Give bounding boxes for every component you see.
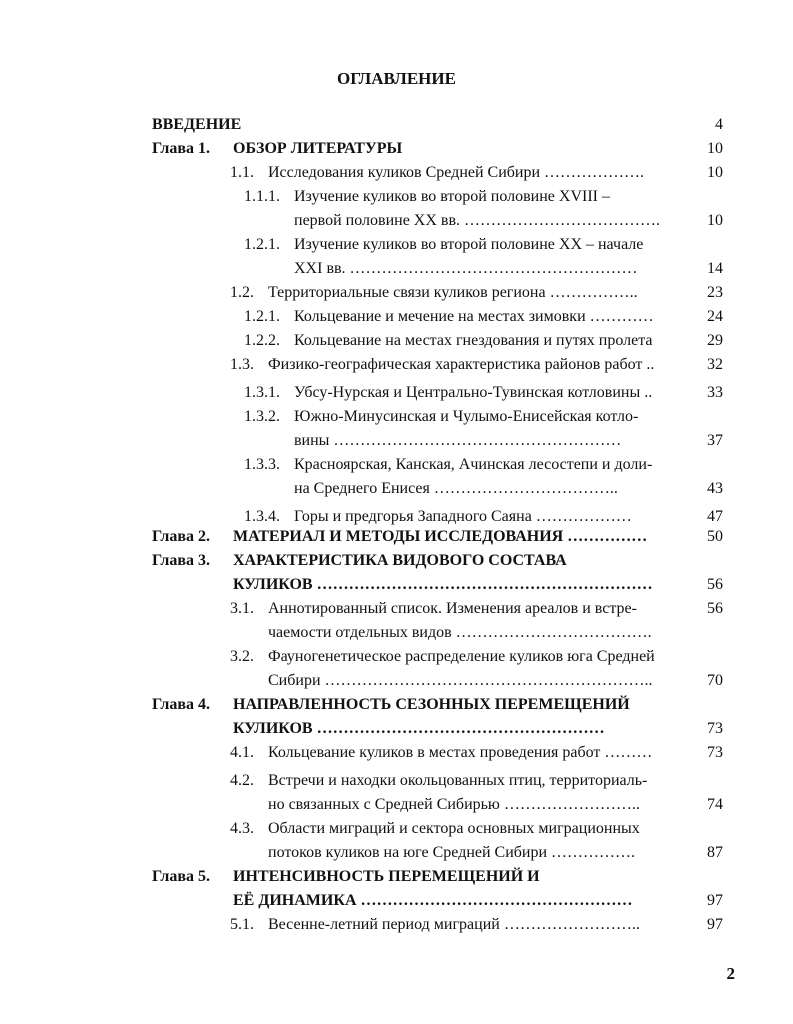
toc-entry-number: Глава 5. [152, 868, 210, 885]
toc-entry-title: Территориальные связи куликов региона …………….. [268, 284, 638, 301]
toc-entry-page: 70 [707, 672, 723, 689]
toc-entry [0, 330, 793, 352]
toc-entry-title: Сибири …………………………………………………….. [268, 672, 653, 689]
toc-entry-page: 74 [707, 796, 723, 813]
toc-entry-title: Исследования куликов Средней Сибири ………………. [268, 164, 645, 181]
toc-entry-title: КУЛИКОВ ……………………………………………………… [233, 576, 653, 593]
toc-entry-number: 1.1. [230, 164, 254, 181]
toc-entry [0, 478, 793, 500]
toc-entry [0, 818, 793, 840]
toc-entry [0, 574, 793, 596]
toc-entry [0, 430, 793, 452]
toc-entry-page: 32 [707, 356, 723, 373]
toc-entry [0, 138, 793, 160]
toc-entry-title: Изучение куликов во второй половине XVIII – [294, 188, 610, 205]
toc-entry-number: 1.3.1. [244, 384, 280, 401]
toc-entry-page: 56 [707, 576, 723, 593]
toc-entry [0, 306, 793, 328]
toc-entry-title: чаемости отдельных видов ………………………………. [268, 624, 652, 641]
toc-entry [0, 866, 793, 888]
toc-entry-page: 97 [707, 916, 723, 933]
toc-entry-title: Кольцевание и мечение на местах зимовки ………… [294, 308, 654, 325]
toc-entry-number: 3.1. [230, 600, 254, 617]
toc-entry-page: 87 [707, 844, 723, 861]
toc-entry-title: Кольцевание на местах гнездования и путях пролета [294, 332, 653, 349]
toc-entry [0, 234, 793, 256]
toc-entry-title: Изучение куликов во второй половине XX – начале [294, 236, 644, 253]
toc-entry-number: Глава 1. [152, 140, 210, 157]
toc-entry-title: XXI вв. ……………………………………………… [294, 260, 638, 277]
toc-entry [0, 210, 793, 232]
toc-entry-title: Аннотированный список. Изменения ареалов и встре- [268, 600, 637, 617]
toc-entry-title: ХАРАКТЕРИСТИКА ВИДОВОГО СОСТАВА [233, 552, 567, 569]
toc-entry [0, 526, 793, 548]
toc-entry-title: Кольцевание куликов в местах проведения работ ……… [268, 744, 653, 761]
page-number: 2 [726, 964, 735, 983]
toc-entry [0, 406, 793, 428]
toc-entry-title: Убсу-Нурская и Центрально-Тувинская котловины .. [294, 384, 653, 401]
toc-entry-page: 43 [707, 480, 723, 497]
toc-entry [0, 622, 793, 644]
toc-entry-number: 3.2. [230, 648, 254, 665]
toc-entry [0, 670, 793, 692]
toc-entry [0, 598, 793, 620]
toc-entry-title: НАПРАВЛЕННОСТЬ СЕЗОННЫХ ПЕРЕМЕЩЕНИЙ [233, 696, 630, 713]
toc-entry-number: 1.3.2. [244, 408, 280, 425]
toc-entry [0, 354, 793, 376]
toc-entry-number: 1.3.4. [244, 508, 280, 525]
toc-entry-number: 1.3.3. [244, 456, 280, 473]
toc-entry-title: но связанных с Средней Сибирью …………………….. [268, 796, 640, 813]
toc-entry-page: 29 [707, 332, 723, 349]
toc-entry [0, 646, 793, 668]
toc-entry-page: 47 [707, 508, 723, 525]
toc-entry-number: 1.2.1. [244, 236, 280, 253]
toc-entry-title: Горы и предгорья Западного Саяна ……………… [294, 508, 632, 525]
toc-entry-page: 23 [707, 284, 723, 301]
toc-entry-page: 73 [707, 720, 723, 737]
toc-entry [0, 794, 793, 816]
toc-entry [0, 114, 793, 136]
toc-entry-title: МАТЕРИАЛ И МЕТОДЫ ИССЛЕДОВАНИЯ …………… [233, 528, 648, 545]
toc-entry-page: 50 [707, 528, 723, 545]
toc-entry [0, 282, 793, 304]
toc-entry-title: КУЛИКОВ ……………………………………………… [233, 720, 605, 737]
toc-entry-title: Области миграций и сектора основных миграционных [268, 820, 640, 837]
toc-title: ОГЛАВЛЕНИЕ [337, 69, 456, 88]
toc-entry [0, 770, 793, 792]
toc-entry [0, 890, 793, 912]
toc-entry-number: 1.2.1. [244, 308, 280, 325]
toc-entry-title: Встречи и находки окольцованных птиц, территориаль- [268, 772, 648, 789]
toc-entry-title: ОБЗОР ЛИТЕРАТУРЫ [233, 140, 403, 157]
toc-entry [0, 842, 793, 864]
toc-entry-title: ИНТЕНСИВНОСТЬ ПЕРЕМЕЩЕНИЙ И [233, 868, 540, 885]
toc-entry-number: 1.1.1. [244, 188, 280, 205]
toc-entry-page: 37 [707, 432, 723, 449]
toc-entry-title: на Среднего Енисея …………………………….. [294, 480, 618, 497]
toc-entry-title: ВВЕДЕНИЕ [152, 116, 242, 133]
toc-entry-title: первой половине XX вв. ………………………………. [294, 212, 661, 229]
toc-entry-page: 73 [707, 744, 723, 761]
toc-entry-number: Глава 2. [152, 528, 210, 545]
toc-entry-page: 10 [707, 212, 723, 229]
toc-entry-number: 1.2. [230, 284, 254, 301]
toc-entry-number: Глава 4. [152, 696, 210, 713]
toc-entry [0, 454, 793, 476]
toc-entry-page: 14 [707, 260, 723, 277]
toc-entry-title: Фауногенетическое распределение куликов юга Средней [268, 648, 655, 665]
toc-entry-title: Весенне-летний период миграций …………………….. [268, 916, 640, 933]
toc-entry-title: Физико-географическая характеристика районов работ .. [268, 356, 655, 373]
toc-entry-title: Красноярская, Канская, Ачинская лесостепи и доли- [294, 456, 653, 473]
toc-entry [0, 742, 793, 764]
toc-entry [0, 550, 793, 572]
toc-entry-page: 24 [707, 308, 723, 325]
toc-entry [0, 258, 793, 280]
toc-entry-title: Южно-Минусинская и Чулымо-Енисейская котло- [294, 408, 639, 425]
toc-entry [0, 718, 793, 740]
toc-entry [0, 506, 793, 528]
toc-entry-number: 1.2.2. [244, 332, 280, 349]
toc-entry-page: 97 [707, 892, 723, 909]
toc-entry-title: ЕЁ ДИНАМИКА …………………………………………… [233, 892, 633, 909]
toc-entry-number: 5.1. [230, 916, 254, 933]
toc-entry [0, 914, 793, 936]
toc-entry-title: вины ……………………………………………… [294, 432, 622, 449]
toc-entry-number: 4.2. [230, 772, 254, 789]
toc-entry [0, 186, 793, 208]
toc-entry-page: 10 [707, 140, 723, 157]
toc-entry-page: 10 [707, 164, 723, 181]
toc-entry [0, 162, 793, 184]
toc-entry-page: 33 [707, 384, 723, 401]
toc-entry-page: 4 [715, 116, 723, 133]
toc-entry-title: потоков куликов на юге Средней Сибири ……………. [268, 844, 636, 861]
toc-entry-page: 56 [707, 600, 723, 617]
toc-entry-number: Глава 3. [152, 552, 210, 569]
toc-entry-number: 4.1. [230, 744, 254, 761]
toc-entry-number: 4.3. [230, 820, 254, 837]
toc-entry [0, 382, 793, 404]
toc-entry [0, 694, 793, 716]
toc-entry-number: 1.3. [230, 356, 254, 373]
